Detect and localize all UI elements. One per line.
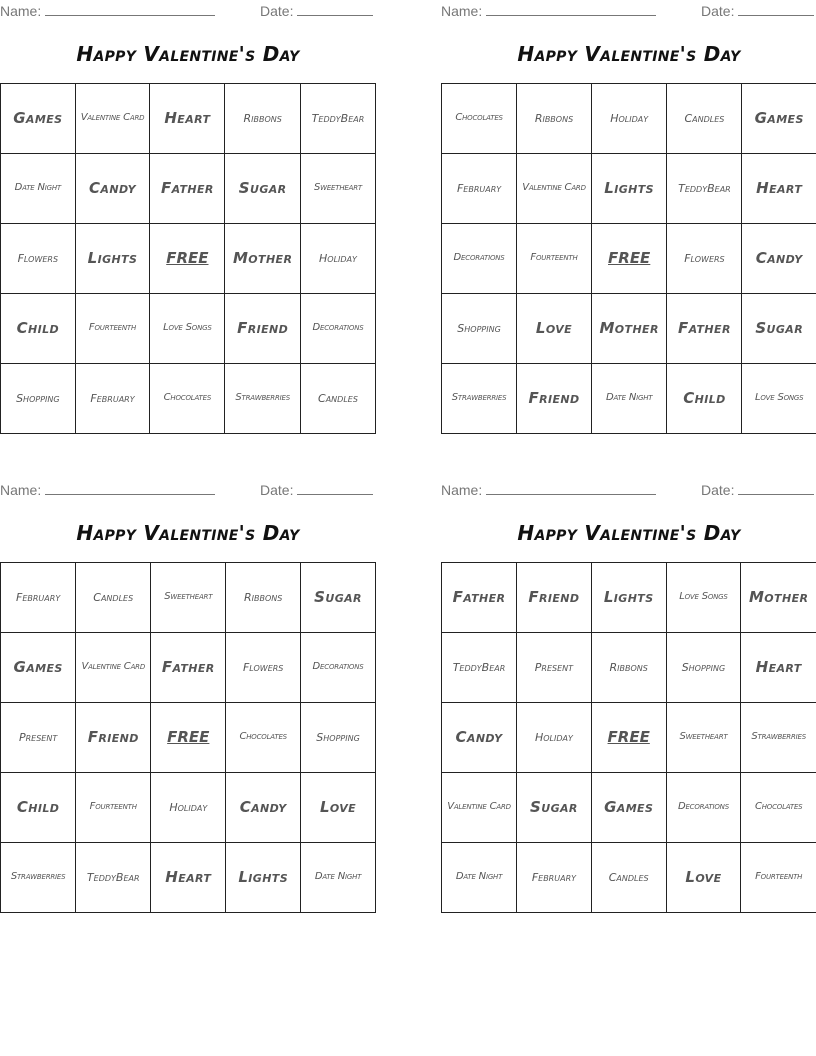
date-field	[260, 2, 373, 19]
bingo-cell: Flowers	[226, 633, 301, 703]
bingo-cell: Shopping	[666, 633, 741, 703]
bingo-cell: Sweetheart	[300, 154, 375, 224]
bingo-cell: FREE	[591, 703, 666, 773]
grid-row	[1, 773, 376, 843]
bingo-cell: Present	[1, 703, 76, 773]
bingo-cell: Sugar	[517, 773, 592, 843]
bingo-cell: Lights	[75, 224, 150, 294]
name-label: Name:	[441, 3, 483, 19]
grid-row	[442, 364, 816, 434]
bingo-grid	[441, 83, 816, 434]
bingo-cell: Father	[151, 633, 226, 703]
bingo-cell: Friend	[225, 294, 301, 364]
grid-row	[1, 224, 376, 294]
bingo-cell: Candles	[591, 843, 666, 913]
bingo-cell: Love	[666, 843, 741, 913]
bingo-cell: FREE	[151, 703, 226, 773]
bingo-cell: Date Night	[591, 364, 667, 434]
bingo-cell: TeddyBear	[300, 84, 375, 154]
grid-row	[1, 703, 376, 773]
grid-row	[442, 703, 816, 773]
bingo-cell: Holiday	[151, 773, 226, 843]
bingo-cell: Chocolates	[226, 703, 301, 773]
bingo-card	[0, 0, 376, 405]
bingo-cell: Mother	[741, 563, 816, 633]
bingo-cell: Candy	[442, 703, 517, 773]
bingo-cell: Shopping	[301, 703, 376, 773]
date-label: Date:	[701, 482, 735, 498]
grid-row	[442, 773, 816, 843]
bingo-grid	[0, 83, 376, 434]
bingo-cell: Fourteenth	[75, 294, 150, 364]
bingo-cell: Chocolates	[741, 773, 816, 843]
name-field	[441, 481, 656, 498]
grid-row	[1, 154, 376, 224]
bingo-cell: Heart	[742, 154, 816, 224]
bingo-cell: Candy	[742, 224, 816, 294]
bingo-cell: February	[1, 563, 76, 633]
name-line	[486, 2, 656, 16]
name-line	[45, 2, 215, 16]
date-field	[260, 481, 373, 498]
bingo-cell: Valentine Card	[517, 154, 592, 224]
bingo-cell: Heart	[150, 84, 225, 154]
bingo-cell: Shopping	[442, 294, 517, 364]
bingo-cell: Decorations	[442, 224, 517, 294]
bingo-cell: February	[442, 154, 517, 224]
bingo-cell: Shopping	[1, 364, 76, 434]
grid-row	[1, 364, 376, 434]
grid-row	[1, 843, 376, 913]
bingo-cell: Father	[150, 154, 225, 224]
bingo-cell: Present	[517, 633, 592, 703]
card-title: Happy Valentine's Day	[517, 42, 741, 66]
bingo-card	[441, 479, 816, 887]
bingo-cell: Love Songs	[742, 364, 816, 434]
bingo-cell: Ribbons	[591, 633, 666, 703]
grid-row	[1, 294, 376, 364]
name-date-bar	[441, 479, 816, 501]
bingo-cell: Friend	[76, 703, 151, 773]
grid-row	[442, 154, 816, 224]
bingo-cell: Date Night	[1, 154, 76, 224]
date-line	[738, 2, 814, 16]
bingo-cell: Fourteenth	[76, 773, 151, 843]
bingo-cell: Heart	[741, 633, 816, 703]
grid-row	[442, 84, 816, 154]
bingo-cell: Flowers	[1, 224, 76, 294]
grid-row	[442, 843, 816, 913]
bingo-cell: Love Songs	[150, 294, 225, 364]
bingo-cell: February	[75, 364, 150, 434]
bingo-cell: Fourteenth	[741, 843, 816, 913]
bingo-cell: Mother	[591, 294, 667, 364]
bingo-cell: Heart	[151, 843, 226, 913]
bingo-cell: Holiday	[517, 703, 592, 773]
card-title: Happy Valentine's Day	[76, 42, 300, 66]
bingo-cell: Games	[1, 84, 76, 154]
bingo-cell: Sugar	[225, 154, 301, 224]
bingo-cell: Child	[1, 773, 76, 843]
card-title: Happy Valentine's Day	[517, 521, 741, 545]
bingo-cell: Ribbons	[517, 84, 592, 154]
date-label: Date:	[701, 3, 735, 19]
bingo-cell: Child	[1, 294, 76, 364]
grid-row	[1, 563, 376, 633]
bingo-cell: Mother	[225, 224, 301, 294]
bingo-cell: Holiday	[300, 224, 375, 294]
name-date-bar	[0, 479, 376, 501]
bingo-cell: Candles	[76, 563, 151, 633]
bingo-cell: Strawberries	[741, 703, 816, 773]
bingo-cell: Friend	[517, 364, 592, 434]
bingo-cell: Decorations	[301, 633, 376, 703]
date-line	[297, 2, 373, 16]
grid-row	[1, 633, 376, 703]
bingo-cell: Ribbons	[226, 563, 301, 633]
bingo-cell: Sweetheart	[666, 703, 741, 773]
grid-row	[1, 84, 376, 154]
grid-row	[442, 563, 816, 633]
date-field	[701, 481, 814, 498]
bingo-cell: Valentine Card	[442, 773, 517, 843]
bingo-cell: FREE	[591, 224, 667, 294]
bingo-card	[0, 479, 376, 887]
bingo-cell: Love Songs	[666, 563, 741, 633]
bingo-cell: Date Night	[301, 843, 376, 913]
bingo-cell: Decorations	[666, 773, 741, 843]
name-label: Name:	[441, 482, 483, 498]
card-title: Happy Valentine's Day	[76, 521, 300, 545]
grid-row	[442, 224, 816, 294]
bingo-cell: Sweetheart	[151, 563, 226, 633]
bingo-cell: Child	[667, 364, 742, 434]
bingo-cell: TeddyBear	[442, 633, 517, 703]
date-label: Date:	[260, 482, 294, 498]
name-field	[0, 481, 215, 498]
bingo-cell: Love	[301, 773, 376, 843]
bingo-cell: Strawberries	[225, 364, 301, 434]
bingo-cell: FREE	[150, 224, 225, 294]
grid-row	[442, 633, 816, 703]
bingo-cell: Candy	[226, 773, 301, 843]
bingo-cell: Fourteenth	[517, 224, 592, 294]
date-line	[738, 481, 814, 495]
date-label: Date:	[260, 3, 294, 19]
name-field	[441, 2, 656, 19]
bingo-cell: Candy	[75, 154, 150, 224]
bingo-cell: Ribbons	[225, 84, 301, 154]
bingo-cell: Strawberries	[442, 364, 517, 434]
bingo-grid	[0, 562, 376, 913]
bingo-cell: Games	[591, 773, 666, 843]
bingo-cell: Games	[742, 84, 816, 154]
bingo-cell: Sugar	[301, 563, 376, 633]
name-field	[0, 2, 215, 19]
bingo-cell: Sugar	[742, 294, 816, 364]
bingo-cell: Date Night	[442, 843, 517, 913]
bingo-cell: Lights	[226, 843, 301, 913]
name-date-bar	[0, 0, 376, 22]
name-date-bar	[441, 0, 816, 22]
bingo-cell: Love	[517, 294, 592, 364]
bingo-card	[441, 0, 816, 408]
bingo-cell: Decorations	[300, 294, 375, 364]
bingo-cell: TeddyBear	[76, 843, 151, 913]
bingo-cell: Lights	[591, 563, 666, 633]
bingo-cell: February	[517, 843, 592, 913]
bingo-cell: Games	[1, 633, 76, 703]
bingo-cell: Candles	[300, 364, 375, 434]
name-label: Name:	[0, 3, 42, 19]
bingo-cell: Father	[667, 294, 742, 364]
date-line	[297, 481, 373, 495]
bingo-cell: Holiday	[591, 84, 667, 154]
bingo-grid	[441, 562, 816, 913]
bingo-cell: Valentine Card	[75, 84, 150, 154]
bingo-cell: Lights	[591, 154, 667, 224]
bingo-cell: Friend	[517, 563, 592, 633]
bingo-cell: Chocolates	[150, 364, 225, 434]
bingo-cell: TeddyBear	[667, 154, 742, 224]
bingo-cell: Chocolates	[442, 84, 517, 154]
grid-row	[442, 294, 816, 364]
bingo-cell: Strawberries	[1, 843, 76, 913]
name-line	[45, 481, 215, 495]
name-label: Name:	[0, 482, 42, 498]
name-line	[486, 481, 656, 495]
bingo-cell: Candles	[667, 84, 742, 154]
bingo-cell: Flowers	[667, 224, 742, 294]
bingo-cell: Father	[442, 563, 517, 633]
bingo-cell: Valentine Card	[76, 633, 151, 703]
date-field	[701, 2, 814, 19]
